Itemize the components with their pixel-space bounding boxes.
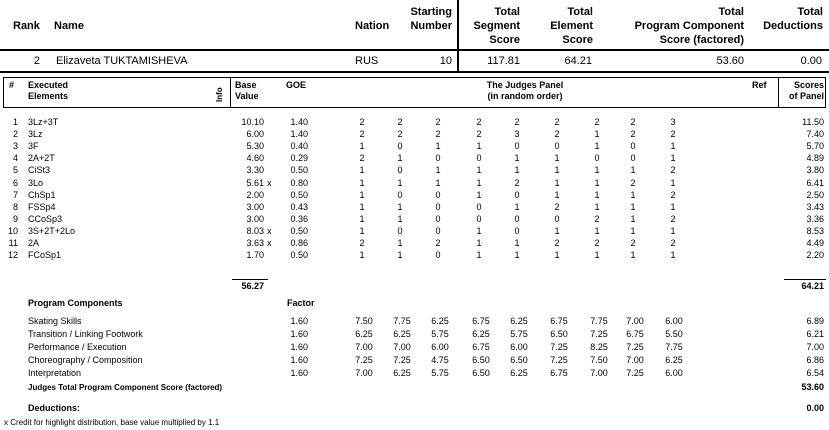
judge-score: 1	[670, 177, 676, 188]
judge-score: 1	[594, 177, 600, 188]
element-number: 2	[12, 129, 18, 140]
skater-total-deductions: 0.00	[800, 55, 822, 67]
judge-score: 0	[514, 141, 520, 152]
judge-component-score: 7.25	[626, 368, 644, 378]
judge-score: 1	[514, 165, 520, 176]
element-panel-score: 2.20	[806, 250, 824, 261]
judge-score: 1	[554, 250, 560, 261]
base-value-total: 56.27	[241, 281, 264, 291]
info-header: Info	[215, 87, 224, 102]
judge-component-score: 7.00	[626, 316, 644, 326]
judge-score: 1	[594, 141, 600, 152]
judge-component-score: 6.50	[550, 329, 568, 339]
element-code: ChSp1	[28, 189, 56, 200]
judge-score: 1	[554, 225, 560, 236]
footnote: x Credit for highlight distribution, base value multiplied by 1.1	[4, 418, 220, 427]
element-x-flag: x	[267, 177, 272, 188]
judge-score: 0	[435, 250, 441, 261]
judge-score: 1	[476, 238, 482, 248]
element-base-value: 1.70	[246, 250, 264, 261]
judge-score: 1	[554, 189, 560, 200]
element-number: 9	[12, 213, 18, 224]
element-goe: 0.50	[290, 225, 308, 236]
element-number: 1	[12, 117, 18, 127]
scores-divider	[778, 77, 779, 108]
judge-score: 2	[630, 238, 636, 248]
judge-score: 2	[359, 238, 365, 248]
element-panel-score: 7.40	[806, 129, 824, 140]
element-base-value: 2.00	[246, 189, 264, 200]
judge-score: 2	[630, 129, 636, 140]
component-factor: 1.60	[290, 368, 308, 378]
judge-component-score: 4.75	[431, 355, 449, 365]
judge-score: 1	[435, 177, 441, 188]
element-goe: 0.50	[290, 250, 308, 261]
judge-score: 1	[476, 177, 482, 188]
element-goe: 0.50	[290, 189, 308, 200]
judge-score: 0	[514, 225, 520, 236]
total-program-component-score-header: Total Program Component Score (factored)	[634, 6, 744, 46]
component-name: Transition / Linking Footwork	[28, 329, 143, 339]
judge-score: 1	[476, 141, 482, 152]
judge-score: 1	[397, 250, 403, 261]
element-base-value: 3.63	[246, 238, 264, 248]
judge-score: 1	[359, 189, 365, 200]
judge-score: 2	[554, 129, 560, 140]
judge-score: 2	[476, 117, 482, 127]
element-number: 10	[7, 225, 18, 236]
component-name: Performance / Execution	[28, 342, 127, 352]
judge-score: 0	[476, 213, 482, 224]
judge-score: 1	[630, 201, 636, 212]
element-goe: 1.40	[290, 129, 308, 140]
judge-score: 1	[630, 165, 636, 176]
skater-total-element-score: 64.21	[564, 55, 592, 67]
judge-score: 1	[359, 177, 365, 188]
component-factor: 1.60	[290, 342, 308, 352]
element-panel-score: 3.43	[806, 201, 824, 212]
judge-score: 2	[359, 129, 365, 140]
judge-component-score: 7.00	[355, 342, 373, 352]
judge-component-score: 6.75	[472, 316, 490, 326]
judge-component-score: 6.50	[472, 368, 490, 378]
judge-component-score: 7.50	[590, 355, 608, 365]
judge-component-score: 7.50	[355, 316, 373, 326]
element-goe: 0.29	[290, 153, 308, 164]
judge-score: 1	[397, 201, 403, 212]
judge-component-score: 6.00	[665, 368, 683, 378]
starting-number-header: Starting Number	[410, 6, 452, 32]
table-row	[0, 213, 829, 225]
judge-component-score: 5.50	[665, 329, 683, 339]
judge-component-score: 7.25	[393, 355, 411, 365]
judge-score: 2	[397, 117, 403, 127]
judge-component-score: 6.25	[393, 329, 411, 339]
judge-score: 1	[670, 153, 676, 164]
element-number: 3	[12, 141, 18, 152]
skater-program-component-score: 53.60	[716, 55, 744, 67]
judge-score: 0	[554, 141, 560, 152]
component-factor: 1.60	[290, 329, 308, 339]
ref-header: Ref	[752, 80, 767, 90]
element-base-value: 5.61	[246, 177, 264, 188]
component-name: Interpretation	[28, 368, 82, 378]
element-code: FCoSp1	[28, 250, 62, 261]
judge-score: 2	[514, 177, 520, 188]
element-code: CiSt3	[28, 165, 51, 176]
total-deductions-header: Total Deductions	[763, 6, 823, 32]
table-row	[0, 189, 829, 201]
element-number: 12	[7, 250, 18, 261]
component-row	[0, 367, 829, 379]
element-panel-score: 6.41	[806, 177, 824, 188]
skater-start-number: 10	[439, 55, 452, 67]
executed-elements-header: Executed Elements	[28, 80, 69, 101]
program-components-header: Program Components	[28, 298, 123, 308]
judge-score: 2	[670, 238, 676, 248]
element-goe: 1.40	[290, 117, 308, 127]
element-base-value: 8.03	[246, 225, 264, 236]
judge-score: 0	[476, 153, 482, 164]
judge-component-score: 7.00	[626, 355, 644, 365]
element-base-value: 5.30	[246, 141, 264, 152]
judge-score: 0	[435, 189, 441, 200]
judge-score: 1	[554, 153, 560, 164]
judge-score: 2	[670, 129, 676, 140]
judge-component-score: 6.25	[355, 329, 373, 339]
element-panel-score: 8.53	[806, 225, 824, 236]
judge-component-score: 6.75	[472, 342, 490, 352]
judge-component-score: 7.25	[355, 355, 373, 365]
element-x-flag: x	[267, 238, 272, 248]
table-row	[0, 249, 829, 261]
element-number: 8	[12, 201, 18, 212]
judge-score: 2	[435, 238, 441, 248]
judge-score: 1	[397, 238, 403, 248]
judge-component-score: 5.75	[510, 329, 528, 339]
pcs-total-value: 53.60	[801, 382, 824, 392]
component-row	[0, 341, 829, 353]
judge-score: 0	[435, 201, 441, 212]
judge-score: 0	[435, 213, 441, 224]
factor-header: Factor	[287, 298, 315, 308]
table-row	[0, 128, 829, 140]
scores-of-panel-header: Scores of Panel	[788, 80, 824, 101]
table-row	[0, 177, 829, 189]
element-code: 3Lz	[28, 129, 43, 140]
judge-component-score: 6.25	[472, 329, 490, 339]
element-code: FSSp4	[28, 201, 56, 212]
total-element-score-header: Total Element Score	[550, 6, 593, 46]
base-total-rule	[232, 279, 268, 280]
skater-total-segment-score: 117.81	[487, 55, 520, 67]
element-number: 11	[8, 238, 18, 248]
element-code: 3Lz+3T	[28, 117, 59, 127]
judge-score: 1	[476, 250, 482, 261]
judge-score: 1	[554, 177, 560, 188]
judge-score: 2	[630, 117, 636, 127]
element-number: 6	[12, 177, 18, 188]
judge-score: 1	[397, 177, 403, 188]
judge-score: 1	[359, 213, 365, 224]
judge-component-score: 5.75	[431, 329, 449, 339]
element-base-value: 6.00	[246, 129, 264, 140]
judge-score: 1	[435, 165, 441, 176]
judge-component-score: 7.00	[590, 368, 608, 378]
judge-component-score: 7.75	[590, 316, 608, 326]
judge-component-score: 7.00	[393, 342, 411, 352]
judge-component-score: 7.75	[393, 316, 411, 326]
judge-score: 2	[630, 177, 636, 188]
element-panel-score: 3.36	[806, 213, 824, 224]
skater-row	[0, 53, 829, 70]
judge-score: 3	[514, 129, 520, 140]
element-code: 3F	[28, 141, 39, 152]
judge-score: 1	[514, 238, 520, 248]
judge-score: 1	[435, 141, 441, 152]
skater-row-divider	[0, 71, 829, 73]
judge-component-score: 8.25	[590, 342, 608, 352]
component-row	[0, 354, 829, 366]
total-segment-score-header: Total Segment Score	[473, 6, 520, 46]
judge-score: 2	[594, 117, 600, 127]
judge-score: 2	[435, 129, 441, 140]
judge-score: 1	[359, 201, 365, 212]
judge-score: 2	[670, 213, 676, 224]
element-goe: 0.43	[290, 201, 308, 212]
judge-score: 2	[514, 117, 520, 127]
judge-score: 1	[594, 250, 600, 261]
judge-score: 1	[594, 201, 600, 212]
judge-score: 1	[397, 213, 403, 224]
judge-component-score: 7.25	[626, 342, 644, 352]
judge-component-score: 7.25	[550, 342, 568, 352]
element-panel-score: 3.80	[806, 165, 824, 176]
element-base-value: 3.30	[246, 165, 264, 176]
judge-score: 2	[435, 117, 441, 127]
table-row	[0, 116, 829, 128]
element-code: 3Lo	[28, 177, 44, 188]
judge-score: 0	[554, 213, 560, 224]
table-row	[0, 152, 829, 164]
judge-score: 1	[514, 250, 520, 261]
pcs-total-label: Judges Total Program Component Score (factored)	[28, 383, 223, 392]
judge-score: 1	[594, 165, 600, 176]
element-base-value: 3.00	[246, 201, 264, 212]
judge-score: 2	[554, 238, 560, 248]
elements-total-rule	[784, 279, 826, 280]
judge-component-score: 6.25	[393, 368, 411, 378]
element-base-value: 10.10	[241, 117, 264, 127]
goe-header: GOE	[286, 80, 307, 90]
judge-score: 1	[594, 189, 600, 200]
element-panel-score: 11.50	[802, 117, 824, 127]
element-code: CCoSp3	[28, 213, 63, 224]
judge-score: 1	[359, 225, 365, 236]
element-number: 7	[12, 189, 18, 200]
judge-component-score: 6.00	[510, 342, 528, 352]
judge-component-score: 6.75	[550, 316, 568, 326]
element-panel-score: 5.70	[806, 141, 824, 152]
table-row	[0, 201, 829, 213]
element-number: 4	[12, 153, 18, 164]
component-panel-score: 6.86	[806, 355, 824, 365]
judge-score: 0	[397, 189, 403, 200]
judge-component-score: 6.00	[665, 316, 683, 326]
judge-score: 0	[435, 153, 441, 164]
component-factor: 1.60	[290, 316, 308, 326]
info-divider	[230, 77, 231, 108]
table-row	[0, 140, 829, 152]
component-panel-score: 6.89	[806, 316, 824, 326]
skater-name: Elizaveta TUKTAMISHEVA	[56, 55, 188, 67]
judge-component-score: 6.25	[510, 368, 528, 378]
judge-score: 1	[630, 250, 636, 261]
element-code: 2A+2T	[28, 153, 55, 164]
judge-score: 2	[359, 117, 365, 127]
element-panel-score: 4.49	[806, 238, 824, 248]
component-factor: 1.60	[290, 355, 308, 365]
element-goe: 0.40	[290, 141, 308, 152]
judge-score: 0	[476, 201, 482, 212]
table-row	[0, 164, 829, 176]
element-base-value: 3.00	[246, 213, 264, 224]
nation-header: Nation	[355, 20, 390, 32]
judge-score: 2	[397, 129, 403, 140]
skater-nation: RUS	[355, 55, 379, 67]
judge-component-score: 6.25	[431, 316, 449, 326]
judge-score: 1	[594, 129, 600, 140]
judge-score: 1	[476, 165, 482, 176]
judge-score: 2	[476, 129, 482, 140]
judge-component-score: 6.50	[472, 355, 490, 365]
judge-component-score: 6.75	[626, 329, 644, 339]
component-row	[0, 328, 829, 340]
judge-score: 0	[397, 225, 403, 236]
judge-score: 2	[554, 117, 560, 127]
judge-component-score: 7.25	[590, 329, 608, 339]
component-panel-score: 7.00	[806, 342, 824, 352]
judge-score: 1	[630, 225, 636, 236]
judge-component-score: 6.25	[510, 316, 528, 326]
judge-score: 2	[359, 153, 365, 164]
judge-score: 1	[670, 225, 676, 236]
judge-score: 0	[630, 153, 636, 164]
element-code: 2A	[28, 238, 40, 248]
deductions-value: 0.00	[806, 403, 824, 413]
judge-component-score: 6.75	[550, 368, 568, 378]
judge-score: 2	[594, 213, 600, 224]
name-header: Name	[54, 20, 84, 32]
judge-score: 0	[397, 165, 403, 176]
elements-header-box	[3, 77, 826, 108]
component-panel-score: 6.21	[806, 329, 824, 339]
element-goe: 0.50	[290, 165, 308, 176]
judge-component-score: 7.25	[550, 355, 568, 365]
judge-component-score: 6.25	[665, 355, 683, 365]
component-panel-score: 6.54	[806, 368, 824, 378]
judge-score: 1	[359, 165, 365, 176]
judge-score: 3	[670, 117, 676, 127]
table-row	[0, 237, 829, 249]
base-value-header: Base Value	[235, 80, 259, 101]
judge-score: 1	[630, 189, 636, 200]
judge-score: 1	[594, 225, 600, 236]
judge-score: 2	[670, 165, 676, 176]
judge-score: 0	[514, 189, 520, 200]
judge-score: 1	[397, 153, 403, 164]
element-goe: 0.86	[290, 238, 308, 248]
judge-score: 0	[594, 153, 600, 164]
judge-score: 0	[630, 141, 636, 152]
element-code: 3S+2T+2Lo	[28, 225, 76, 236]
judge-score: 1	[554, 165, 560, 176]
judge-score: 1	[630, 213, 636, 224]
deductions-label: Deductions:	[28, 403, 81, 413]
element-number-header: #	[9, 80, 15, 90]
judge-score: 1	[514, 153, 520, 164]
element-goe: 0.36	[290, 213, 308, 224]
element-x-flag: x	[267, 225, 272, 236]
header-divider	[0, 49, 829, 51]
element-panel-score: 2.50	[806, 189, 824, 200]
judge-score: 2	[594, 238, 600, 248]
judge-component-score: 7.00	[355, 368, 373, 378]
judge-component-score: 5.75	[431, 368, 449, 378]
judge-score: 2	[554, 201, 560, 212]
component-name: Choreography / Composition	[28, 355, 143, 365]
rank-header: Rank	[13, 20, 40, 32]
judge-score: 0	[435, 225, 441, 236]
judge-score: 1	[670, 250, 676, 261]
elements-score-total: 64.21	[801, 281, 824, 291]
element-panel-score: 4.89	[806, 153, 824, 164]
table-row	[0, 225, 829, 237]
judge-component-score: 6.50	[510, 355, 528, 365]
judges-panel-header: The Judges Panel (in random order)	[486, 80, 564, 101]
judge-score: 1	[670, 141, 676, 152]
judge-score: 2	[670, 189, 676, 200]
skater-rank: 2	[33, 55, 40, 67]
judge-score: 1	[476, 225, 482, 236]
judge-score: 1	[359, 141, 365, 152]
judge-component-score: 7.75	[665, 342, 683, 352]
judge-score: 1	[670, 201, 676, 212]
judge-component-score: 6.00	[431, 342, 449, 352]
element-goe: 0.80	[290, 177, 308, 188]
judge-score: 1	[359, 250, 365, 261]
judge-score: 0	[397, 141, 403, 152]
element-number: 5	[12, 165, 18, 176]
judge-score: 1	[476, 189, 482, 200]
component-row	[0, 315, 829, 327]
judge-score: 0	[514, 213, 520, 224]
element-base-value: 4.60	[246, 153, 264, 164]
judge-score: 1	[514, 201, 520, 212]
component-name: Skating Skills	[28, 316, 82, 326]
